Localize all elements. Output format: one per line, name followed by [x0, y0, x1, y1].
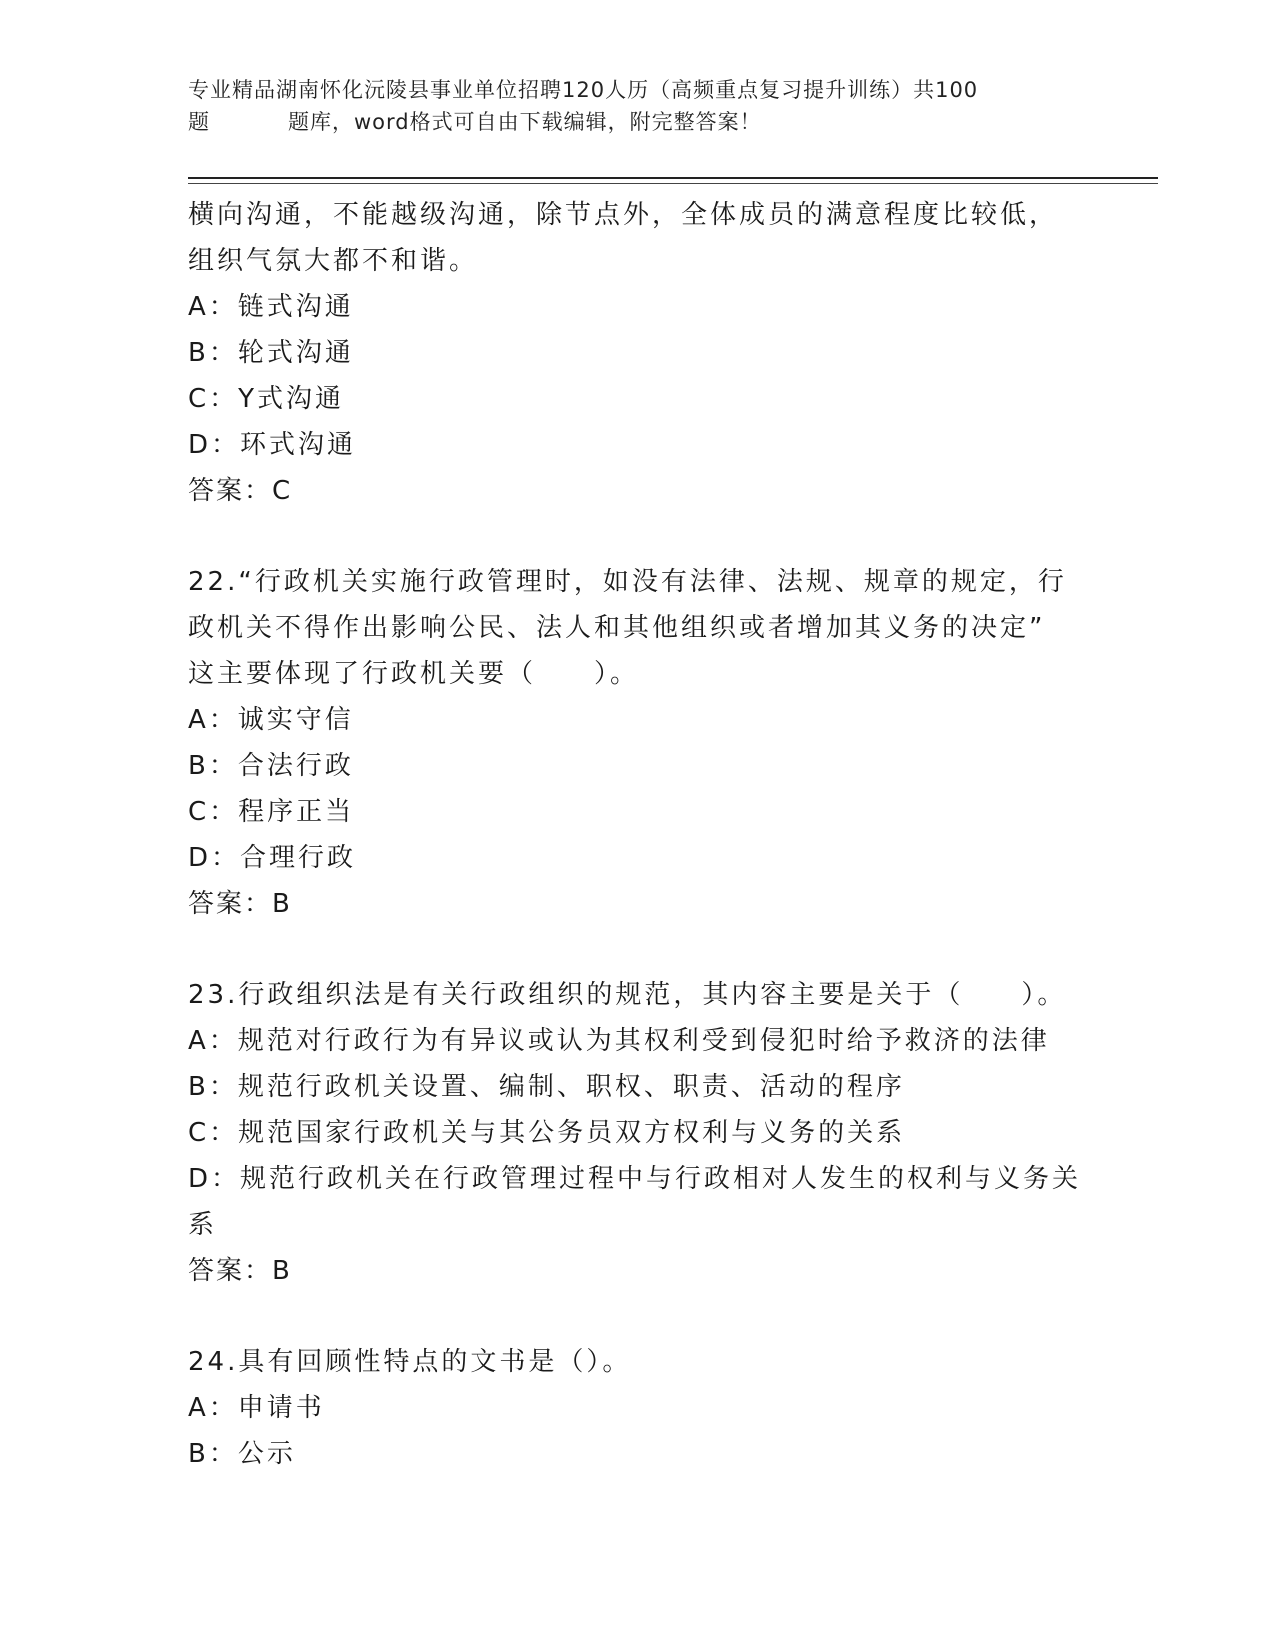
header-divider-thick	[188, 177, 1158, 179]
header-title-line2-lead: 题	[188, 110, 210, 134]
question-text-line: 24.具有回顾性特点的文书是（）。	[188, 1347, 632, 1377]
question-text-line: 23.行政组织法是有关行政组织的规范，其内容主要是关于（ ）。	[188, 980, 1067, 1010]
header-title-line2-text: 题库，word格式可自由下载编辑，附完整答案！	[288, 110, 762, 134]
question-fragment	[188, 192, 1088, 514]
option-c: C：程序正当	[188, 797, 355, 827]
question-23	[188, 972, 1088, 1294]
document-header	[188, 74, 1088, 138]
header-title-line1: 专业精品湖南怀化沅陵县事业单位招聘120人历（高频重点复习提升训练）共100	[188, 78, 979, 102]
question-text-line: 组织气氛大都不和谐。	[188, 246, 479, 276]
option-a: A：规范对行政行为有异议或认为其权利受到侵犯时给予救济的法律	[188, 1026, 1050, 1056]
answer-line: 答案：C	[188, 476, 293, 506]
question-22	[188, 559, 1088, 927]
option-b: B：轮式沟通	[188, 338, 354, 368]
option-a: A：诚实守信	[188, 705, 354, 735]
question-content	[188, 192, 1088, 1477]
option-c: C：Y式沟通	[188, 384, 345, 414]
question-24	[188, 1339, 1088, 1477]
question-text-line: 这主要体现了行政机关要（ ）。	[188, 659, 640, 689]
answer-line: 答案：B	[188, 1256, 292, 1286]
question-text-line: 政机关不得作出影响公民、法人和其他组织或者增加其义务的决定”	[188, 613, 1046, 643]
header-title-line2	[188, 106, 1088, 138]
option-d: D：规范行政机关在行政管理过程中与行政相对人发生的权利与义务关	[188, 1164, 1082, 1194]
option-b: B：规范行政机关设置、编制、职权、职责、活动的程序	[188, 1072, 905, 1102]
option-a: A：链式沟通	[188, 292, 354, 322]
question-text-line: 横向沟通，不能越级沟通，除节点外，全体成员的满意程度比较低，	[188, 200, 1059, 230]
option-d-continued: 系	[188, 1210, 218, 1240]
option-c: C：规范国家行政机关与其公务员双方权利与义务的关系	[188, 1118, 906, 1148]
option-a: A：申请书	[188, 1393, 325, 1423]
option-d: D：合理行政	[188, 843, 357, 873]
answer-line: 答案：B	[188, 889, 292, 919]
spacer	[188, 1294, 1088, 1339]
spacer	[188, 927, 1088, 972]
spacer	[188, 514, 1088, 559]
option-b: B：公示	[188, 1439, 296, 1469]
question-text-line: 22.“行政机关实施行政管理时，如没有法律、法规、规章的规定，行	[188, 567, 1067, 597]
option-d: D：环式沟通	[188, 430, 357, 460]
header-divider-thin	[188, 183, 1158, 184]
option-b: B：合法行政	[188, 751, 354, 781]
